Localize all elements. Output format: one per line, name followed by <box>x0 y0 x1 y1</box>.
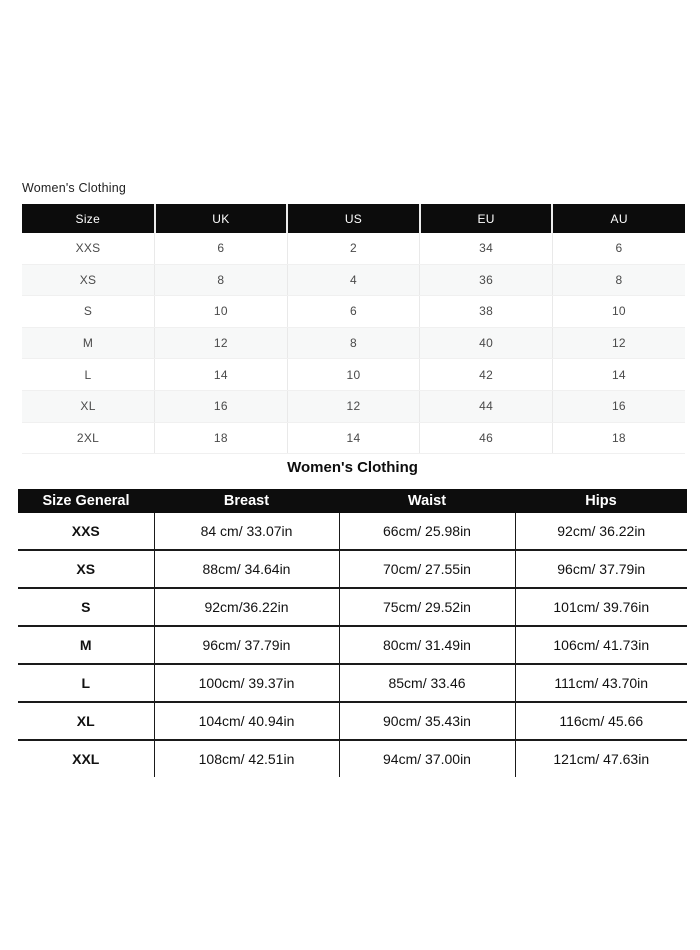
value-cell: 14 <box>287 422 420 454</box>
size-cell: S <box>22 296 155 328</box>
waist-cell: 85cm/ 33.46 <box>339 664 515 702</box>
table-row <box>22 359 685 391</box>
waist-cell: 94cm/ 37.00in <box>339 740 515 777</box>
breast-cell: 92cm/36.22in <box>154 588 339 626</box>
value-cell: 40 <box>420 327 553 359</box>
size-cell: XS <box>22 264 155 296</box>
column-header-breast: Breast <box>154 489 339 513</box>
breast-cell: 84 cm/ 33.07in <box>154 513 339 550</box>
table-row <box>18 513 687 550</box>
size-cell: L <box>22 359 155 391</box>
waist-cell: 80cm/ 31.49in <box>339 626 515 664</box>
size-conversion-table <box>22 204 685 454</box>
size-cell: XXS <box>18 513 154 550</box>
size-cell: XXL <box>18 740 154 777</box>
hips-cell: 96cm/ 37.79in <box>515 550 687 588</box>
size-conversion-table-title: Women's Clothing <box>22 181 127 195</box>
table-row <box>18 740 687 777</box>
value-cell: 18 <box>155 422 288 454</box>
value-cell: 6 <box>155 233 288 264</box>
size-cell: M <box>22 327 155 359</box>
value-cell: 38 <box>420 296 553 328</box>
size-cell: XL <box>22 390 155 422</box>
table-row <box>22 390 685 422</box>
size-cell: S <box>18 588 154 626</box>
column-header-us: US <box>287 204 420 233</box>
value-cell: 8 <box>287 327 420 359</box>
value-cell: 12 <box>287 390 420 422</box>
column-header-size: Size <box>22 204 155 233</box>
value-cell: 42 <box>420 359 553 391</box>
value-cell: 46 <box>420 422 553 454</box>
size-cell: XXS <box>22 233 155 264</box>
table-row <box>22 233 685 264</box>
waist-cell: 90cm/ 35.43in <box>339 702 515 740</box>
value-cell: 6 <box>287 296 420 328</box>
value-cell: 36 <box>420 264 553 296</box>
value-cell: 14 <box>552 359 685 391</box>
table-row <box>18 702 687 740</box>
waist-cell: 75cm/ 29.52in <box>339 588 515 626</box>
measurements-table-title: Women's Clothing <box>287 459 418 476</box>
measurements-table <box>18 489 687 777</box>
value-cell: 4 <box>287 264 420 296</box>
table-row <box>18 626 687 664</box>
column-header-eu: EU <box>420 204 553 233</box>
table-row <box>22 327 685 359</box>
size-cell: L <box>18 664 154 702</box>
column-header-au: AU <box>552 204 685 233</box>
table-row <box>18 550 687 588</box>
value-cell: 18 <box>552 422 685 454</box>
hips-cell: 121cm/ 47.63in <box>515 740 687 777</box>
value-cell: 12 <box>155 327 288 359</box>
size-cell: XL <box>18 702 154 740</box>
table-row <box>18 588 687 626</box>
waist-cell: 70cm/ 27.55in <box>339 550 515 588</box>
value-cell: 12 <box>552 327 685 359</box>
hips-cell: 116cm/ 45.66 <box>515 702 687 740</box>
breast-cell: 100cm/ 39.37in <box>154 664 339 702</box>
value-cell: 14 <box>155 359 288 391</box>
table-row <box>22 296 685 328</box>
value-cell: 16 <box>552 390 685 422</box>
value-cell: 10 <box>552 296 685 328</box>
hips-cell: 101cm/ 39.76in <box>515 588 687 626</box>
breast-cell: 96cm/ 37.79in <box>154 626 339 664</box>
value-cell: 34 <box>420 233 553 264</box>
table-row <box>18 664 687 702</box>
waist-cell: 66cm/ 25.98in <box>339 513 515 550</box>
hips-cell: 106cm/ 41.73in <box>515 626 687 664</box>
column-header-size-general: Size General <box>18 489 154 513</box>
hips-cell: 111cm/ 43.70in <box>515 664 687 702</box>
value-cell: 8 <box>155 264 288 296</box>
breast-cell: 104cm/ 40.94in <box>154 702 339 740</box>
size-cell: M <box>18 626 154 664</box>
table-row <box>22 422 685 454</box>
value-cell: 44 <box>420 390 553 422</box>
value-cell: 2 <box>287 233 420 264</box>
column-header-waist: Waist <box>339 489 515 513</box>
value-cell: 6 <box>552 233 685 264</box>
value-cell: 8 <box>552 264 685 296</box>
breast-cell: 88cm/ 34.64in <box>154 550 339 588</box>
column-header-uk: UK <box>155 204 288 233</box>
value-cell: 10 <box>155 296 288 328</box>
value-cell: 16 <box>155 390 288 422</box>
size-cell: 2XL <box>22 422 155 454</box>
size-cell: XS <box>18 550 154 588</box>
table-header-row <box>22 204 685 233</box>
table-header-row <box>18 489 687 513</box>
hips-cell: 92cm/ 36.22in <box>515 513 687 550</box>
value-cell: 10 <box>287 359 420 391</box>
column-header-hips: Hips <box>515 489 687 513</box>
table-row <box>22 264 685 296</box>
breast-cell: 108cm/ 42.51in <box>154 740 339 777</box>
